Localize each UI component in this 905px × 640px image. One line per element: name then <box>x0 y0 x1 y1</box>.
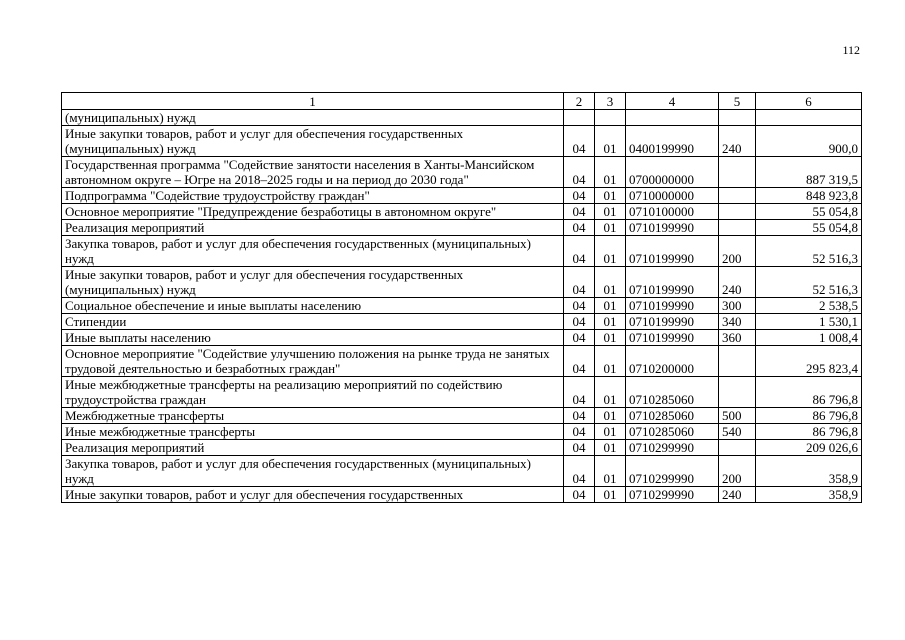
row-name-cell: Иные выплаты населению <box>62 330 564 346</box>
row-target-article-cell: 0710100000 <box>626 204 719 220</box>
row-name-cell: Закупка товаров, работ и услуг для обеспечения государственных (муниципальных) нужд <box>62 236 564 267</box>
row-section-cell: 04 <box>564 487 595 503</box>
table-row <box>62 346 862 377</box>
header-col-6: 6 <box>756 93 862 110</box>
row-subsection-cell: 01 <box>595 220 626 236</box>
row-name-cell: Иные межбюджетные трансферты на реализацию мероприятий по содействию трудоустройства граждан <box>62 377 564 408</box>
table-row <box>62 424 862 440</box>
row-amount-cell: 900,0 <box>756 126 862 157</box>
table-row <box>62 220 862 236</box>
header-col-5: 5 <box>719 93 756 110</box>
row-subsection-cell: 01 <box>595 377 626 408</box>
row-section-cell: 04 <box>564 204 595 220</box>
row-subsection-cell: 01 <box>595 126 626 157</box>
row-expense-type-cell: 340 <box>719 314 756 330</box>
row-name-cell: Иные закупки товаров, работ и услуг для обеспечения государственных (муниципальных) нужд <box>62 267 564 298</box>
table-row <box>62 126 862 157</box>
table-header-row <box>62 93 862 110</box>
row-target-article-cell: 0710200000 <box>626 346 719 377</box>
row-expense-type-cell: 300 <box>719 298 756 314</box>
row-subsection-cell: 01 <box>595 204 626 220</box>
row-subsection-cell: 01 <box>595 298 626 314</box>
row-name-cell: Государственная программа "Содействие занятости населения в Ханты-Мансийском автономном округе – Югре на 2018–2025 годы и на период до 2030 года" <box>62 157 564 188</box>
row-name-cell: Социальное обеспечение и иные выплаты населению <box>62 298 564 314</box>
row-target-article-cell: 0710199990 <box>626 330 719 346</box>
row-target-article-cell: 0710199990 <box>626 298 719 314</box>
row-expense-type-cell: 540 <box>719 424 756 440</box>
row-name-cell: (муниципальных) нужд <box>62 110 564 126</box>
table-row <box>62 440 862 456</box>
row-section-cell: 04 <box>564 236 595 267</box>
budget-table <box>61 92 862 503</box>
row-amount-cell: 52 516,3 <box>756 267 862 298</box>
row-amount-cell: 358,9 <box>756 456 862 487</box>
row-section-cell: 04 <box>564 456 595 487</box>
row-subsection-cell: 01 <box>595 314 626 330</box>
row-target-article-cell: 0710285060 <box>626 408 719 424</box>
row-expense-type-cell: 240 <box>719 487 756 503</box>
row-name-cell: Закупка товаров, работ и услуг для обеспечения государственных (муниципальных) нужд <box>62 456 564 487</box>
header-col-2: 2 <box>564 93 595 110</box>
table-row <box>62 236 862 267</box>
row-subsection-cell: 01 <box>595 487 626 503</box>
row-amount-cell: 209 026,6 <box>756 440 862 456</box>
row-subsection-cell: 01 <box>595 440 626 456</box>
row-target-article-cell <box>626 110 719 126</box>
row-expense-type-cell: 200 <box>719 456 756 487</box>
row-name-cell: Основное мероприятие "Предупреждение безработицы в автономном округе" <box>62 204 564 220</box>
row-target-article-cell: 0710285060 <box>626 424 719 440</box>
row-subsection-cell: 01 <box>595 157 626 188</box>
row-expense-type-cell: 500 <box>719 408 756 424</box>
row-expense-type-cell: 240 <box>719 126 756 157</box>
row-amount-cell: 358,9 <box>756 487 862 503</box>
row-name-cell: Реализация мероприятий <box>62 440 564 456</box>
row-section-cell: 04 <box>564 377 595 408</box>
row-target-article-cell: 0710199990 <box>626 220 719 236</box>
row-subsection-cell <box>595 110 626 126</box>
row-section-cell: 04 <box>564 314 595 330</box>
row-amount-cell: 1 530,1 <box>756 314 862 330</box>
row-amount-cell: 295 823,4 <box>756 346 862 377</box>
table-row <box>62 267 862 298</box>
row-section-cell: 04 <box>564 157 595 188</box>
row-target-article-cell: 0710299990 <box>626 487 719 503</box>
row-amount-cell: 55 054,8 <box>756 204 862 220</box>
row-amount-cell: 1 008,4 <box>756 330 862 346</box>
table-row <box>62 188 862 204</box>
row-target-article-cell: 0710285060 <box>626 377 719 408</box>
row-name-cell: Иные закупки товаров, работ и услуг для обеспечения государственных (муниципальных) нужд <box>62 126 564 157</box>
row-amount-cell <box>756 110 862 126</box>
row-section-cell: 04 <box>564 330 595 346</box>
row-expense-type-cell <box>719 157 756 188</box>
row-section-cell: 04 <box>564 346 595 377</box>
row-target-article-cell: 0700000000 <box>626 157 719 188</box>
row-expense-type-cell: 360 <box>719 330 756 346</box>
row-target-article-cell: 0710000000 <box>626 188 719 204</box>
row-subsection-cell: 01 <box>595 408 626 424</box>
row-target-article-cell: 0710199990 <box>626 267 719 298</box>
row-expense-type-cell: 200 <box>719 236 756 267</box>
row-section-cell: 04 <box>564 424 595 440</box>
row-name-cell: Реализация мероприятий <box>62 220 564 236</box>
table-body <box>62 110 862 503</box>
row-section-cell: 04 <box>564 220 595 236</box>
row-subsection-cell: 01 <box>595 346 626 377</box>
row-expense-type-cell <box>719 346 756 377</box>
row-target-article-cell: 0710199990 <box>626 314 719 330</box>
row-amount-cell: 52 516,3 <box>756 236 862 267</box>
header-col-4: 4 <box>626 93 719 110</box>
table-row <box>62 204 862 220</box>
row-amount-cell: 2 538,5 <box>756 298 862 314</box>
row-subsection-cell: 01 <box>595 456 626 487</box>
row-section-cell <box>564 110 595 126</box>
row-expense-type-cell: 240 <box>719 267 756 298</box>
table-row <box>62 157 862 188</box>
row-name-cell: Межбюджетные трансферты <box>62 408 564 424</box>
row-name-cell: Подпрограмма "Содействие трудоустройству граждан" <box>62 188 564 204</box>
row-target-article-cell: 0710299990 <box>626 456 719 487</box>
row-section-cell: 04 <box>564 408 595 424</box>
row-subsection-cell: 01 <box>595 330 626 346</box>
header-col-1: 1 <box>62 93 564 110</box>
row-section-cell: 04 <box>564 126 595 157</box>
table-row <box>62 298 862 314</box>
table-row <box>62 408 862 424</box>
row-amount-cell: 86 796,8 <box>756 408 862 424</box>
row-target-article-cell: 0400199990 <box>626 126 719 157</box>
row-name-cell: Основное мероприятие "Содействие улучшению положения на рынке труда не занятых трудовой деятельностью и безработных граждан" <box>62 346 564 377</box>
row-name-cell: Иные межбюджетные трансферты <box>62 424 564 440</box>
row-amount-cell: 86 796,8 <box>756 377 862 408</box>
table-row <box>62 377 862 408</box>
table-row <box>62 456 862 487</box>
row-target-article-cell: 0710299990 <box>626 440 719 456</box>
row-subsection-cell: 01 <box>595 267 626 298</box>
row-name-cell: Иные закупки товаров, работ и услуг для обеспечения государственных <box>62 487 564 503</box>
table-row <box>62 487 862 503</box>
row-amount-cell: 887 319,5 <box>756 157 862 188</box>
header-col-3: 3 <box>595 93 626 110</box>
row-section-cell: 04 <box>564 267 595 298</box>
row-subsection-cell: 01 <box>595 424 626 440</box>
row-section-cell: 04 <box>564 188 595 204</box>
table-row <box>62 110 862 126</box>
row-amount-cell: 848 923,8 <box>756 188 862 204</box>
row-expense-type-cell <box>719 110 756 126</box>
row-section-cell: 04 <box>564 298 595 314</box>
row-amount-cell: 55 054,8 <box>756 220 862 236</box>
table-row <box>62 330 862 346</box>
row-expense-type-cell <box>719 204 756 220</box>
row-name-cell: Стипендии <box>62 314 564 330</box>
row-target-article-cell: 0710199990 <box>626 236 719 267</box>
table-row <box>62 314 862 330</box>
row-expense-type-cell <box>719 377 756 408</box>
row-section-cell: 04 <box>564 440 595 456</box>
page-number: 112 <box>842 43 860 57</box>
row-subsection-cell: 01 <box>595 188 626 204</box>
row-expense-type-cell <box>719 440 756 456</box>
row-expense-type-cell <box>719 220 756 236</box>
row-amount-cell: 86 796,8 <box>756 424 862 440</box>
row-subsection-cell: 01 <box>595 236 626 267</box>
row-expense-type-cell <box>719 188 756 204</box>
